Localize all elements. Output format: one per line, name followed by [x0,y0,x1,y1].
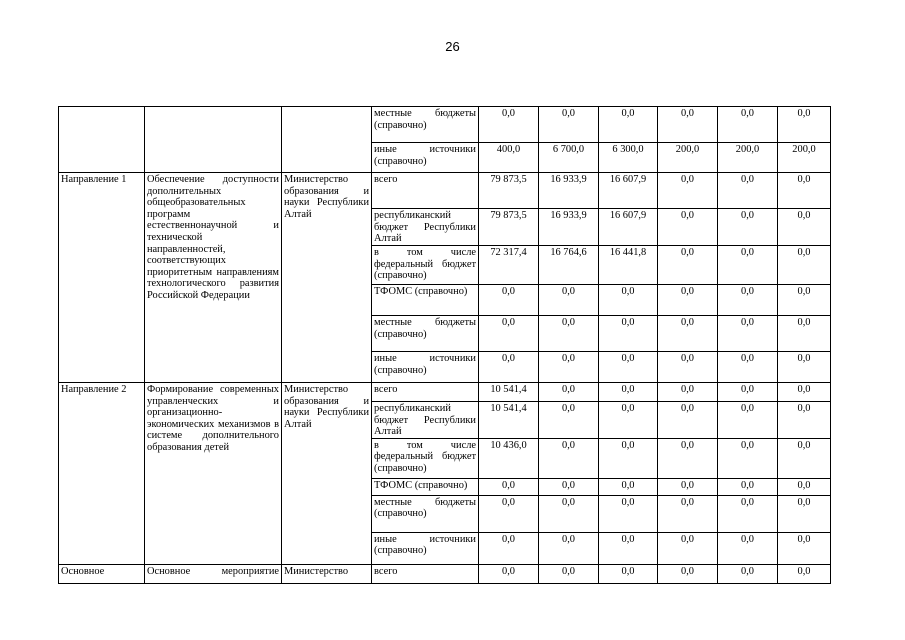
value-cell: 0,0 [778,564,831,583]
value-cell: 0,0 [718,285,778,316]
value-cell: 0,0 [718,383,778,402]
value-cell: 0,0 [479,495,539,532]
value-cell: 79 873,5 [479,173,539,209]
value-cell: 0,0 [539,383,599,402]
funding-source: иные источники (справочно) [372,352,479,383]
value-cell: 10 436,0 [479,438,539,478]
empty-cell [59,107,145,173]
value-cell: 0,0 [479,532,539,564]
value-cell: 0,0 [658,564,718,583]
value-cell: 0,0 [479,285,539,316]
value-cell: 0,0 [539,352,599,383]
funding-source: всего [372,564,479,583]
value-cell: 0,0 [539,285,599,316]
value-cell: 72 317,4 [479,246,539,285]
value-cell: 0,0 [778,246,831,285]
value-cell: 10 541,4 [479,402,539,439]
value-cell: 0,0 [599,352,658,383]
value-cell: 0,0 [539,402,599,439]
value-cell: 0,0 [778,532,831,564]
value-cell: 0,0 [599,564,658,583]
value-cell: 0,0 [539,495,599,532]
value-cell: 0,0 [479,316,539,352]
direction-name: Обеспечение доступности дополнительных общеобразовательных программ естественнонаучной и технической направленностей, соответствующих приоритетным направлениям технологического развития Российской Федерации [145,173,282,383]
value-cell: 6 700,0 [539,143,599,173]
value-cell: 0,0 [479,107,539,143]
value-cell: 0,0 [539,107,599,143]
funding-source: местные бюджеты (справочно) [372,316,479,352]
value-cell: 0,0 [539,438,599,478]
value-cell: 16 764,6 [539,246,599,285]
value-cell: 0,0 [778,383,831,402]
value-cell: 200,0 [658,143,718,173]
funding-source: всего [372,173,479,209]
empty-cell [145,107,282,173]
value-cell: 0,0 [718,246,778,285]
funding-source: ТФОМС (справочно) [372,478,479,495]
funding-source: всего [372,383,479,402]
funding-source: иные источники (справочно) [372,143,479,173]
funding-source: местные бюджеты (справочно) [372,107,479,143]
value-cell: 0,0 [599,478,658,495]
table-row [59,564,831,583]
value-cell: 0,0 [539,564,599,583]
executor: Министерство образования и науки Республики Алтай [282,383,372,565]
funding-source: местные бюджеты (справочно) [372,495,479,532]
executor: Министерство образования и науки Республики Алтай [282,173,372,383]
value-cell: 200,0 [778,143,831,173]
value-cell: 0,0 [718,478,778,495]
value-cell: 0,0 [778,495,831,532]
value-cell: 0,0 [658,402,718,439]
value-cell: 0,0 [599,107,658,143]
value-cell: 0,0 [718,316,778,352]
value-cell: 6 300,0 [599,143,658,173]
value-cell: 0,0 [539,316,599,352]
value-cell: 0,0 [658,383,718,402]
value-cell: 0,0 [778,107,831,143]
empty-cell [282,107,372,173]
value-cell: 0,0 [778,316,831,352]
value-cell: 200,0 [718,143,778,173]
value-cell: 0,0 [599,495,658,532]
direction-name: Основное мероприятие [145,564,282,583]
direction-label: Основное [59,564,145,583]
value-cell: 0,0 [479,478,539,495]
value-cell: 0,0 [599,383,658,402]
value-cell: 0,0 [539,532,599,564]
value-cell: 0,0 [778,478,831,495]
table-row [59,107,831,143]
value-cell: 0,0 [778,402,831,439]
value-cell: 0,0 [778,173,831,209]
value-cell: 0,0 [658,209,718,246]
value-cell: 0,0 [479,564,539,583]
value-cell: 79 873,5 [479,209,539,246]
value-cell: 0,0 [658,495,718,532]
value-cell: 0,0 [718,209,778,246]
value-cell: 0,0 [658,316,718,352]
value-cell: 0,0 [718,107,778,143]
direction-label: Направление 1 [59,173,145,383]
table-row [59,173,831,209]
value-cell: 16 607,9 [599,173,658,209]
value-cell: 0,0 [599,438,658,478]
value-cell: 0,0 [778,438,831,478]
direction-label: Направление 2 [59,383,145,565]
value-cell: 0,0 [658,285,718,316]
value-cell: 0,0 [539,478,599,495]
page-number: 26 [445,39,460,54]
value-cell: 0,0 [658,352,718,383]
value-cell: 0,0 [479,352,539,383]
table-row [59,383,831,402]
funding-source: в том числе федеральный бюджет (справочно) [372,246,479,285]
value-cell: 0,0 [718,532,778,564]
value-cell: 0,0 [718,352,778,383]
value-cell: 0,0 [658,173,718,209]
value-cell: 0,0 [658,438,718,478]
value-cell: 0,0 [778,352,831,383]
funding-source: в том числе федеральный бюджет (справочно) [372,438,479,478]
value-cell: 0,0 [599,402,658,439]
value-cell: 400,0 [479,143,539,173]
value-cell: 0,0 [658,246,718,285]
value-cell: 0,0 [658,478,718,495]
funding-source: республиканский бюджет Республики Алтай [372,402,479,439]
value-cell: 0,0 [718,402,778,439]
value-cell: 0,0 [599,532,658,564]
value-cell: 0,0 [718,564,778,583]
value-cell: 0,0 [778,285,831,316]
value-cell: 16 441,8 [599,246,658,285]
funding-source: иные источники (справочно) [372,532,479,564]
funding-source: ТФОМС (справочно) [372,285,479,316]
value-cell: 16 933,9 [539,209,599,246]
direction-name: Формирование современных управленческих и организационно-экономических механизмов в системе дополнительного образования детей [145,383,282,565]
value-cell: 16 607,9 [599,209,658,246]
value-cell: 0,0 [658,107,718,143]
executor: Министерство [282,564,372,583]
funding-source: республиканский бюджет Республики Алтай [372,209,479,246]
value-cell: 0,0 [778,209,831,246]
value-cell: 16 933,9 [539,173,599,209]
value-cell: 10 541,4 [479,383,539,402]
value-cell: 0,0 [718,438,778,478]
value-cell: 0,0 [718,173,778,209]
value-cell: 0,0 [658,532,718,564]
value-cell: 0,0 [718,495,778,532]
value-cell: 0,0 [599,316,658,352]
budget-table [58,106,831,584]
value-cell: 0,0 [599,285,658,316]
